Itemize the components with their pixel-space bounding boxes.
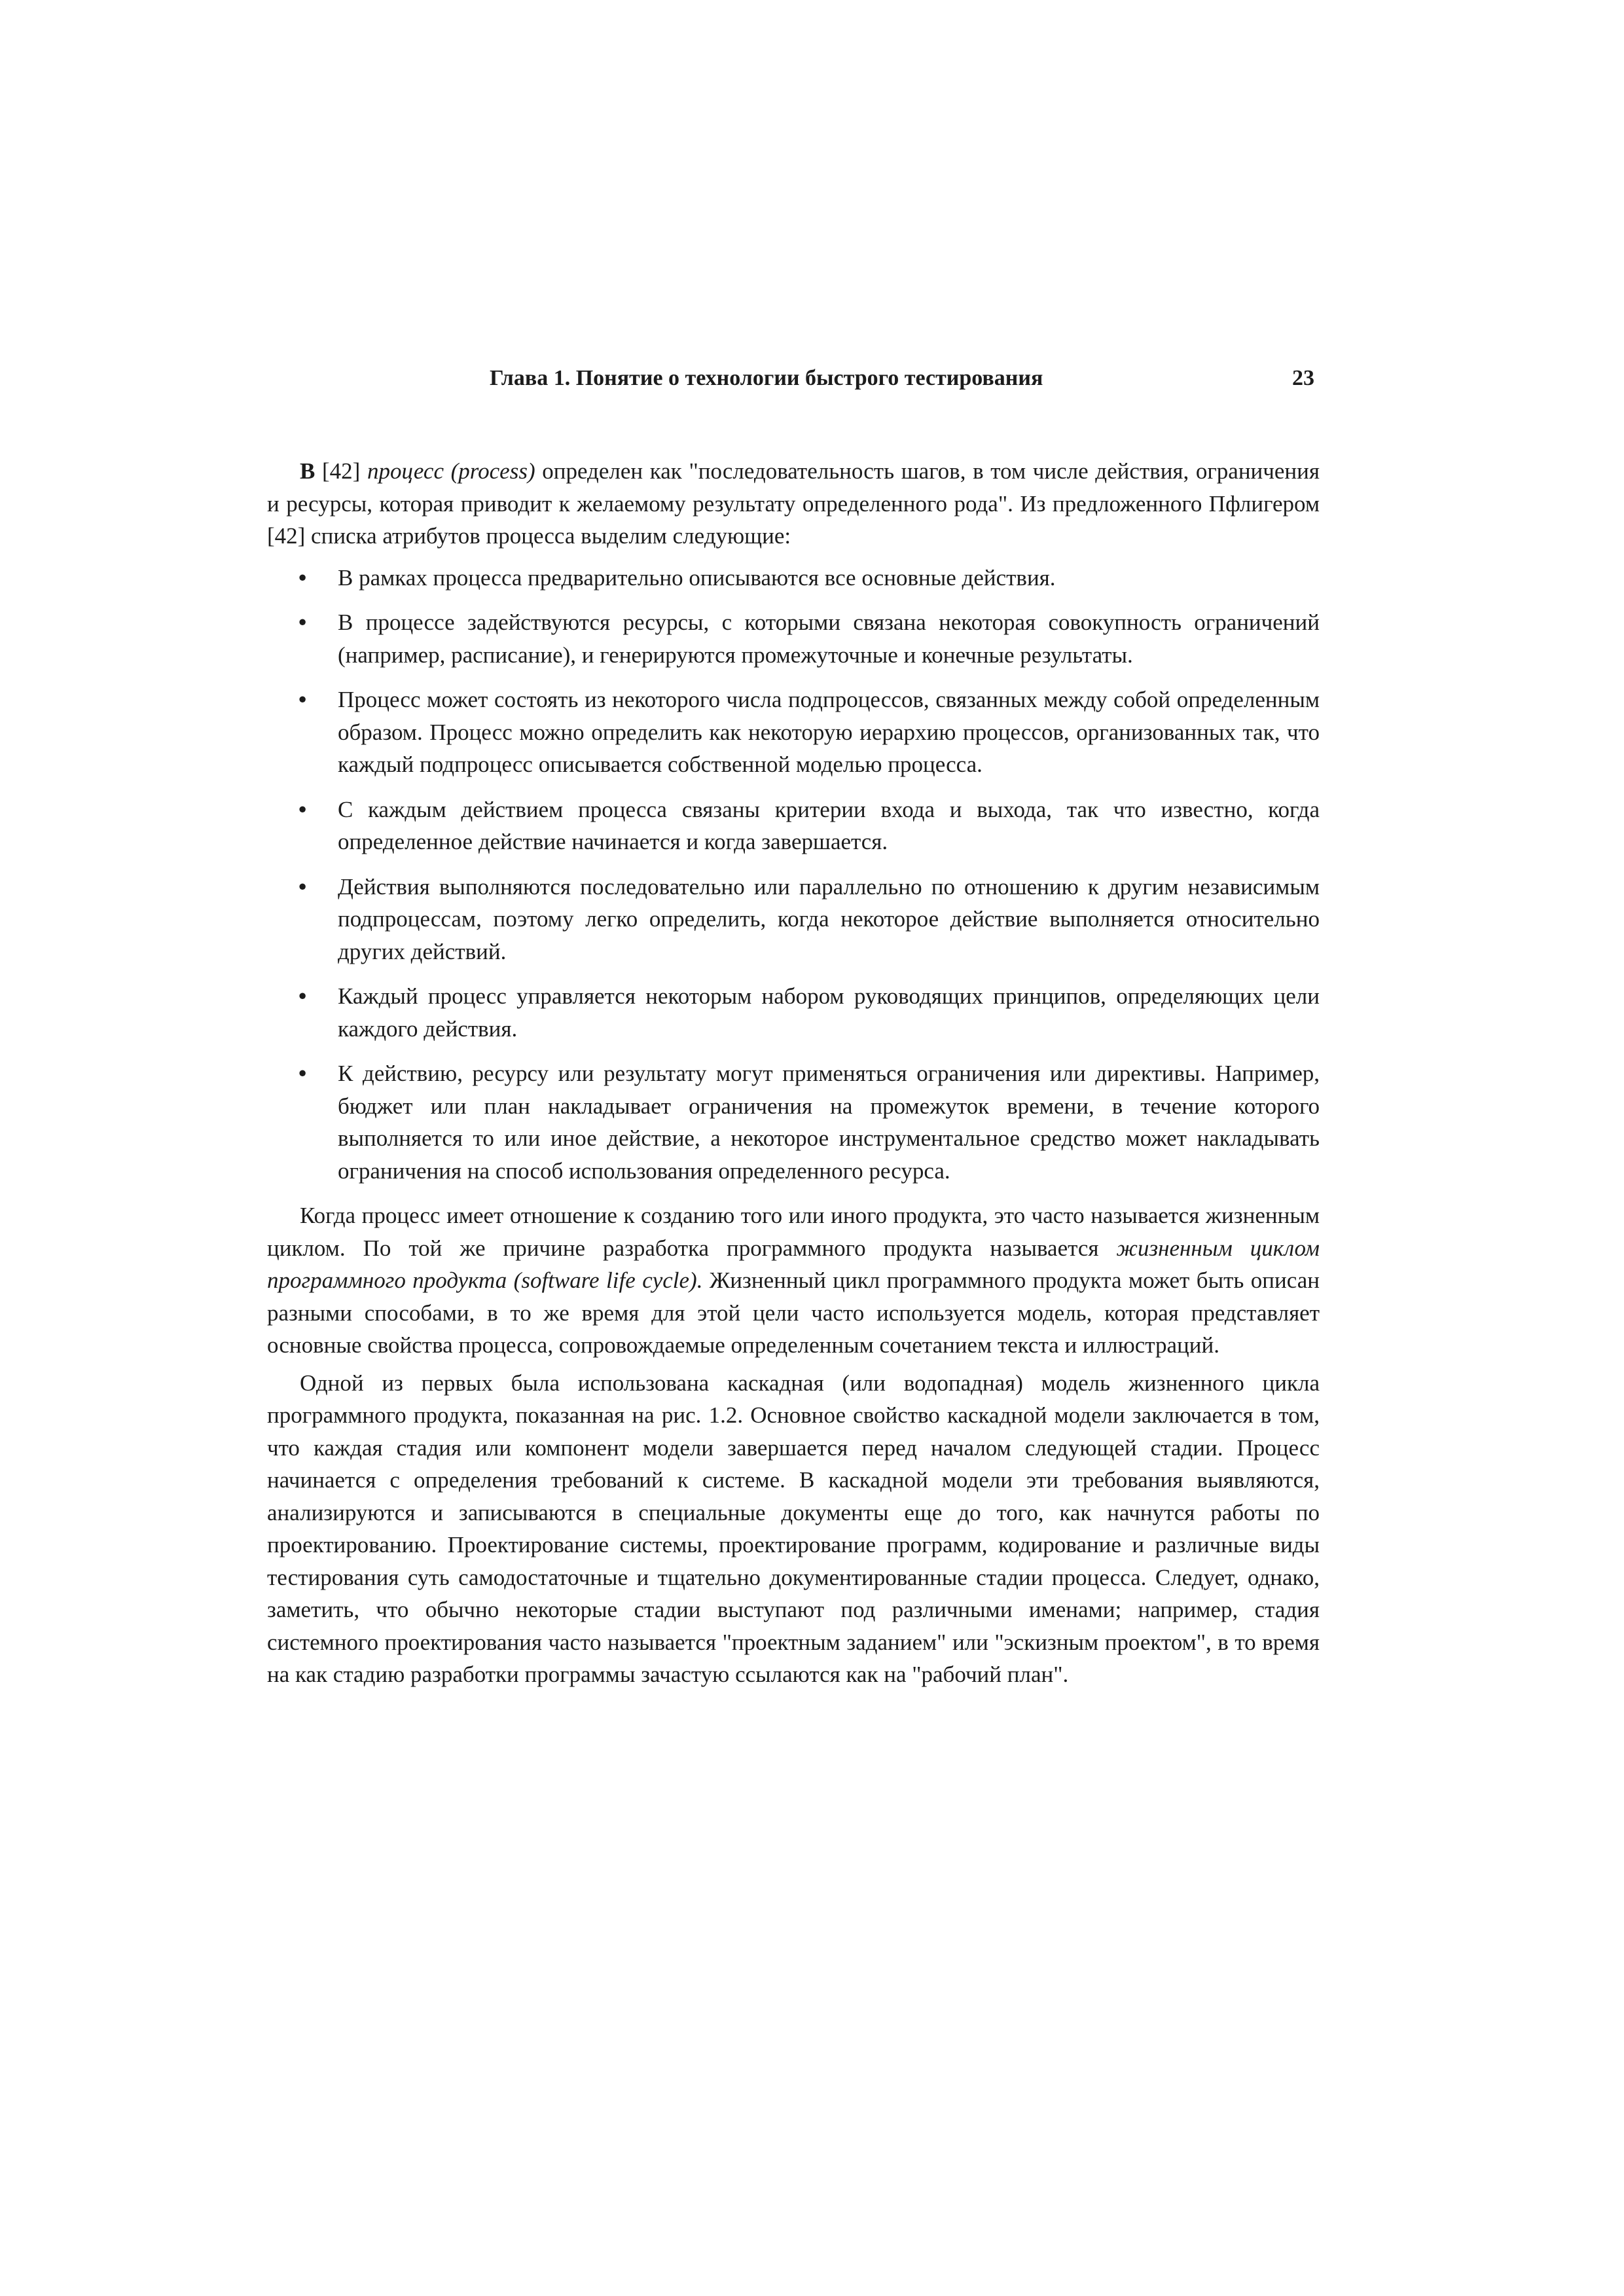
list-item-text: В процессе задействуются ресурсы, с которыми связана некоторая совокупность ограничений (например, расписание), и генерируются промежуточные и конечные результаты. xyxy=(338,610,1320,668)
waterfall-paragraph: Одной из первых была использована каскадная (или водопадная) модель жизненного цикла программного продукта, показанная на рис. 1.2. Основное свойство каскадной модели заключается в том, что каждая стадия или компонент модели завершается перед началом следующей стадии. Процесс начинается с определения требований к системе. В каскадной модели эти требования выявляются, анализируются и записываются в специальные документы еще до того, как начнутся работы по проектированию. Проектирование системы, проектирование программ, кодирование и различные виды тестирования суть самодостаточные и тщательно документированные стадии процесса. Следует, однако, заметить, что обычно некоторые стадии выступают под различными именами; например, стадия системного проектирования часто называется "проектным заданием" или "эскизным проектом", в то время на как стадию разработки программы зачастую ссылаются как на "рабочий план". xyxy=(267,1370,1320,1687)
intro-text: определен как "последовательность шагов, в том числе действия, ограничения и ресурсы, которая приводит к желаемому результату определенного рода". Из предложенного Пфлигером [42] списка атрибутов процесса выделим следующие: xyxy=(267,458,1320,549)
list-item-text: Действия выполняются последовательно или параллельно по отношению к другим независимым подпроцессам, поэтому легко определить, когда некоторое действие выполняется относительно других действий. xyxy=(338,873,1320,964)
intro-lead-letter: В xyxy=(300,458,316,484)
list-item xyxy=(298,980,1320,1045)
list-item xyxy=(298,606,1320,671)
lifecycle-paragraph xyxy=(267,1199,1320,1362)
list-item-text: К действию, ресурсу или результату могут применяться ограничения или директивы. Например, бюджет или план накладывает ограничения на промежуток времени, в течение которого выполняется то или иное действие, а некоторое инструментальное средство может накладывать ограничения на способ использования определенного ресурса. xyxy=(338,1061,1320,1184)
list-item-text: С каждым действием процесса связаны критерии входа и выхода, так что известно, когда определенное действие начинается и когда завершается. xyxy=(338,796,1320,854)
list-item-text: Каждый процесс управляется некоторым набором руководящих принципов, определяющих цели каждого действия. xyxy=(338,983,1320,1042)
lifecycle-text-1: Когда процесс имеет отношение к созданию того или иного продукта, это часто называется жизненным циклом. По той же причине разработка программного продукта называется xyxy=(267,1203,1320,1261)
list-item-text: Процесс может состоять из некоторого числа подпроцессов, связанных между собой определенным образом. Процесс можно определить как некоторую иерархию процессов, организованных так, что каждый подпроцесс описывается собственной моделью процесса. xyxy=(338,687,1320,777)
list-item xyxy=(298,683,1320,781)
bullet-icon: • xyxy=(298,610,307,635)
list-item xyxy=(298,793,1320,858)
list-item-text: В рамках процесса предварительно описываются все основные действия. xyxy=(338,564,1056,591)
running-head xyxy=(490,362,1314,395)
intro-paragraph xyxy=(267,455,1320,553)
bullet-icon: • xyxy=(298,983,307,1009)
list-item xyxy=(298,562,1320,594)
intro-term: процесс (process) xyxy=(367,458,535,484)
chapter-title: Глава 1. Понятие о технологии быстрого тестирования xyxy=(490,366,1043,390)
bullet-icon: • xyxy=(298,796,307,822)
bullet-icon: • xyxy=(298,1061,307,1086)
list-item xyxy=(298,1057,1320,1187)
lifecycle-text-2: Жизненный цикл программного продукта может быть описан разными способами, в то же время для этой цели часто используется модель, которая представляет основные свойства процесса, сопровождаемые определенным сочетанием текста и иллюстраций. xyxy=(267,1267,1320,1358)
bullet-icon: • xyxy=(298,873,307,900)
list-item xyxy=(298,871,1320,968)
body-text xyxy=(267,455,1320,1691)
page-number: 23 xyxy=(1292,366,1314,390)
intro-reference: [42] xyxy=(315,458,367,484)
process-attributes-list xyxy=(267,562,1320,1188)
lifecycle-term: жизненным циклом программного продукта (software life cycle). xyxy=(267,1235,1320,1293)
bullet-icon: • xyxy=(298,687,307,712)
bullet-icon: • xyxy=(298,564,307,591)
